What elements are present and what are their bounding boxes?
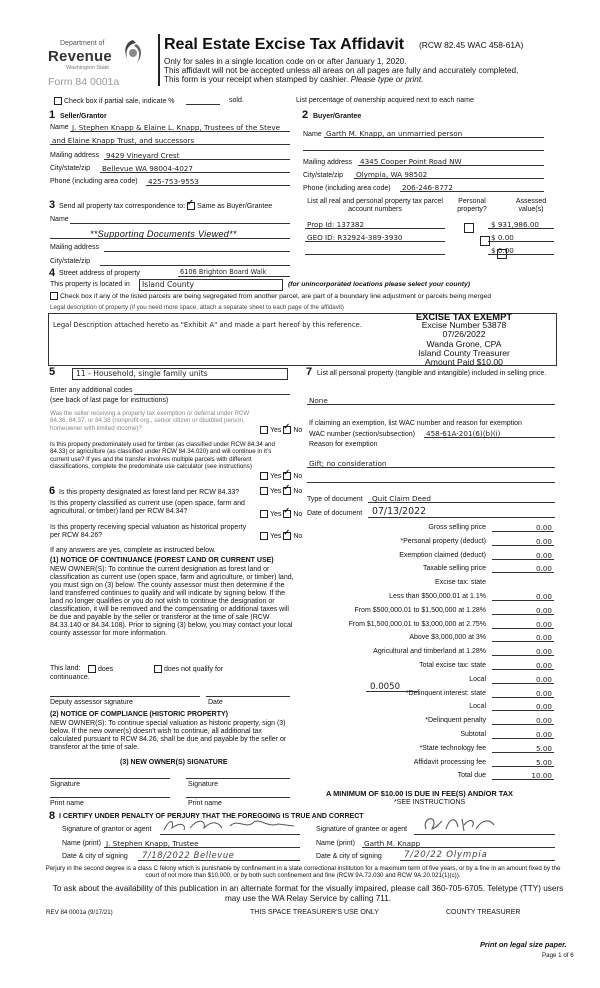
exempt-stamp-line-6: Amount Paid $10.00 (425, 357, 503, 368)
fee-value-line (492, 628, 554, 629)
accessibility-note: To ask about the availability of this publication in an alternate format for the visually impaired, please call 360-705-6705. Teletype (TTY) users may use the WA Relay Service by calling 711. (52, 884, 564, 903)
fee-label: Exemption claimed (deduct) (399, 551, 486, 559)
fee-value[interactable]: 0.00 (535, 688, 552, 698)
fee-value[interactable]: 0.00 (535, 564, 552, 574)
current-use-no-checkbox[interactable] (283, 510, 291, 518)
timber-no-checkbox[interactable] (283, 472, 291, 480)
fee-row (300, 537, 556, 548)
parcel-line-2 (305, 241, 445, 242)
buyer-mailing-label: Mailing address (303, 159, 353, 166)
additional-codes-label: Enter any additional codes (50, 387, 133, 394)
use-code-select[interactable] (72, 368, 288, 380)
this-land-label: This land: (50, 665, 81, 672)
historical-no-checkbox[interactable] (283, 532, 291, 540)
sold-label: sold. (229, 97, 244, 104)
fee-value[interactable]: 5.00 (535, 743, 552, 753)
fee-value-line (492, 683, 554, 684)
minimum-fee-note: A MINIMUM OF $10.00 IS DUE IN FEE(S) AND/OR TAX (326, 789, 513, 798)
segregated-label: Check box if any of the listed parcels are being segregated from another parcel, are part of a boundary line adjustment or parcels being merged (60, 292, 492, 300)
street-line (178, 276, 290, 277)
exemption-yes-checkbox[interactable] (260, 426, 268, 434)
perjury-statement (40, 865, 566, 880)
fee-row (300, 620, 556, 631)
wac-value[interactable]: 458-61A-201(6)(b)(i) (426, 429, 501, 438)
forest-question: Is this property designated as forest land per RCW 84.33? (59, 489, 240, 496)
buyer-city-value[interactable]: Olympia, WA 98502 (356, 170, 428, 179)
buyer-name-value[interactable]: Garth M. Knapp, an unmarried person (326, 129, 463, 138)
personal-header: Personal property? (457, 198, 487, 213)
fee-value[interactable]: 0.00 (535, 716, 552, 726)
parcel-id-1[interactable]: Prop Id: 137382 (307, 220, 365, 229)
fee-value-line (492, 738, 554, 739)
grantee-date-line (400, 860, 555, 861)
land-does-checkbox[interactable] (88, 665, 96, 673)
wac-label: WAC number (section/subsection) (309, 431, 415, 438)
timber-yes-no (260, 472, 302, 481)
fee-value[interactable]: 0.00 (535, 647, 552, 657)
located-label: This property is located in (50, 281, 130, 288)
s3-name-line-2 (50, 238, 290, 239)
seller-phone-line (146, 185, 290, 186)
land-does-label: does (98, 665, 114, 673)
fee-value[interactable]: 0.00 (535, 592, 552, 601)
new-owner-sig-line-1[interactable] (50, 778, 170, 779)
dor-logo (40, 32, 160, 92)
reason-line-2 (307, 482, 555, 483)
tax-correspondence-label: Send all property tax correspondence to: (59, 202, 186, 210)
rev-number: REV 84 0001a (9/17/21) (46, 909, 113, 916)
exemption-yes-no (260, 426, 302, 435)
grantee-name-value[interactable]: Garth M. Knapp (364, 839, 421, 848)
fee-value[interactable]: 0.00 (535, 633, 552, 643)
deputy-date-label: Date (208, 699, 223, 706)
forest-yes-checkbox[interactable] (260, 487, 268, 495)
grantor-date-value[interactable]: 7/18/2022 Bellevue (142, 850, 235, 860)
s3-mailing-line (104, 251, 290, 252)
grantee-date-value[interactable]: 7/20/22 Olympia (404, 850, 488, 860)
assessed-value-2[interactable]: $ 0.00 (491, 233, 514, 242)
street-value[interactable]: 6106 Brighton Board Walk (180, 268, 267, 276)
grantee-name-line (362, 847, 555, 848)
timber-yes-label: Yes (270, 472, 282, 480)
legal-description-box[interactable] (48, 313, 557, 366)
fee-value-line (492, 559, 554, 560)
assessed-value-3[interactable]: $ 0.00 (491, 246, 514, 255)
fee-row (300, 702, 556, 713)
notice-2-title: (2) NOTICE OF COMPLIANCE (HISTORIC PROPERTY) (50, 711, 228, 718)
doc-type-label: Type of document (307, 496, 363, 503)
local-rate-line (366, 691, 418, 692)
land-does-not-checkbox[interactable] (154, 665, 162, 673)
buyer-name-line (324, 137, 544, 138)
historical-yes-label: Yes (270, 532, 282, 540)
unincorporated-note: (for unincorporated locations please select your county) (288, 281, 471, 288)
fee-label: *State technology fee (419, 744, 486, 752)
forest-no-checkbox[interactable] (283, 487, 291, 495)
supporting-docs-stamp: **Supporting Documents Viewed** (90, 229, 237, 239)
buyer-name-label: Name (303, 131, 322, 138)
fee-value-line (492, 752, 554, 753)
buyer-phone-label: Phone (including area code) (303, 185, 391, 192)
forest-yes-no (260, 487, 302, 496)
section-8-number: 8 (49, 810, 56, 822)
fee-value-line (492, 766, 554, 767)
fee-value[interactable]: 0.00 (535, 702, 552, 712)
fee-label: Local (469, 675, 486, 683)
section-2-number: 2 (302, 109, 309, 121)
exempt-stamp-line-2: Excise Number 53878 (421, 320, 507, 331)
additional-codes-line[interactable] (134, 394, 290, 395)
treasurer-only-label: THIS SPACE TREASURER'S USE ONLY (250, 909, 379, 916)
fee-row (300, 758, 556, 769)
current-use-yes-no (260, 510, 302, 519)
personal-property-label: List all personal property (tangible and intangible) included in selling price. (317, 370, 547, 377)
doc-type-line (368, 502, 555, 503)
buyer-heading: Buyer/Grantee (313, 113, 362, 120)
deputy-label: Deputy assessor signature (50, 699, 133, 706)
seller-mailing-label: Mailing address (50, 152, 100, 159)
seller-city-line (100, 172, 290, 173)
county-treasurer-label: COUNTY TREASURER (446, 909, 521, 916)
section-4-number: 4 (49, 267, 56, 279)
fee-value[interactable]: 0.00 (535, 619, 552, 629)
current-use-yes-checkbox[interactable] (260, 510, 268, 518)
fee-value-line (492, 572, 554, 573)
buyer-phone-line (400, 191, 544, 192)
reason-line (307, 467, 555, 468)
grantor-signature[interactable] (160, 816, 300, 834)
grantee-name-label: Name (print) (316, 840, 355, 847)
current-use-no-label: No (293, 510, 303, 518)
grantor-name-value[interactable]: J. Stephen Knapp, Trustee (106, 839, 199, 848)
page-title: Real Estate Excise Tax Affidavit (164, 36, 405, 53)
timber-no-label: No (293, 472, 303, 480)
grantor-name-label: Name (print) (62, 840, 101, 847)
exempt-stamp-line-4: Wanda Grone, CPA (426, 338, 502, 349)
county-value: Island County (142, 280, 195, 289)
fee-row (300, 771, 556, 782)
assessed-line-1 (488, 228, 554, 229)
fee-row (300, 716, 556, 727)
fee-row (300, 523, 556, 534)
s3-name-label: Name (50, 216, 69, 223)
local-rate-value[interactable]: 0.0050 (370, 682, 401, 692)
fee-row (300, 730, 556, 741)
page-number: Page 1 of 6 (542, 952, 574, 959)
exemption-question: Was the seller receiving a property tax exemption or deferral under RCW 84.36, 84.37, or 84.38 (nonprofit org., senior citizen or disabled person, homeowner with limited income)? (50, 410, 250, 432)
use-code-value: 11 - Household, single family units (76, 369, 208, 378)
doc-type-value[interactable]: Quit Claim Deed (372, 494, 431, 503)
legal-label: Legal description of property (if you need more space, attach a separate sheet to each page of the affidavit) (50, 304, 344, 311)
ownership-note: List percentage of ownership acquired next to each name (296, 97, 474, 104)
legal-size-note: Print on legal size paper. (480, 940, 567, 949)
signature-label-1: Signature (50, 781, 80, 788)
county-select[interactable] (139, 279, 283, 291)
header-line-3-text: This form is your receipt when stamped by cashier. (164, 75, 351, 84)
fee-value[interactable]: 0.00 (535, 605, 552, 615)
reason-label: Reason for exemption (309, 441, 378, 448)
new-owner-sig-line-2[interactable] (186, 778, 290, 779)
personal-property-line (307, 404, 555, 405)
perjury-text: Perjury in the second degree is a class C felony which is punishable by confinement in a state correctional institution for a maximum term of five years, or by a fine in an amount fixed by the court of not more than $10,000, or by both such confinement and fine (RCW 9A.72.030 and RCW 9A.20.021(1)(c)). (45, 865, 561, 880)
doc-date-value[interactable]: 07/13/2022 (372, 506, 427, 517)
fee-label: Local (469, 703, 486, 711)
new-owner-print-line-1[interactable] (50, 797, 170, 798)
segregated-row (50, 292, 491, 301)
header-line-1: Only for sales in a single location code on or after January 1, 2020. (164, 57, 407, 66)
fee-value-line (492, 724, 554, 725)
partial-sale-label: Check box if partial sale, indicate % (64, 97, 175, 105)
fee-label: Taxable selling price (422, 565, 486, 573)
dept-label: Department of (60, 40, 105, 47)
partial-percent-line[interactable] (186, 104, 220, 105)
parcel-line-1 (305, 228, 445, 229)
fee-label: From $1,500,000.01 to $3,000,000 at 2.75% (348, 620, 486, 628)
grantor-date-line (138, 860, 300, 861)
s3-city-label: City/state/zip (50, 258, 91, 265)
doc-date-line (368, 517, 555, 518)
seller-phone-label: Phone (including area code) (50, 178, 138, 185)
fee-row (300, 633, 556, 644)
grantor-date-label: Date & city of signing (62, 853, 128, 860)
fee-value-line (492, 669, 554, 670)
segregated-checkbox[interactable] (50, 292, 58, 300)
fee-value-line (492, 779, 554, 780)
s3-name-line (70, 223, 290, 224)
parcel-id-2[interactable]: GEO ID: R32924-389-3930 (307, 233, 403, 242)
exemption-no-label: No (293, 426, 303, 434)
doc-date-label: Date of document (307, 510, 363, 517)
assessed-line-2 (488, 241, 554, 242)
same-as-buyer-checkbox[interactable] (187, 202, 195, 210)
fee-value[interactable]: 0.00 (535, 730, 552, 739)
fee-label: From $500,000.01 to $1,500,000 at 1.28% (354, 606, 486, 614)
fee-label: Affidavit processing fee (413, 758, 486, 766)
fee-row (300, 592, 556, 603)
fee-label: Gross selling price (428, 524, 486, 531)
fee-value-line (492, 655, 554, 656)
section-3-number: 3 (49, 199, 56, 211)
fee-row (300, 675, 556, 686)
land-does-row (88, 665, 113, 674)
fee-value-line (492, 600, 554, 601)
partial-sale-row (54, 97, 175, 106)
wac-intro: If claiming an exemption, list WAC number and reason for exemption (309, 420, 522, 427)
seller-phone-value[interactable]: 425-753-9553 (148, 177, 199, 186)
buyer-mailing-value[interactable]: 4345 Cooper Point Road NW (360, 157, 462, 166)
fee-label: Subtotal (460, 731, 486, 738)
fee-label: Total excise tax: state (419, 662, 486, 669)
fee-value[interactable]: 0.00 (535, 674, 552, 684)
seller-city-value[interactable]: Bellevue WA 98004-4027 (102, 164, 193, 173)
revenue-wordmark: Revenue (48, 48, 112, 65)
header-divider (158, 34, 160, 86)
grantee-signature[interactable] (420, 813, 500, 835)
section-7-number: 7 (306, 366, 313, 378)
timber-yes-checkbox[interactable] (260, 472, 268, 480)
buyer-phone-value[interactable]: 206-246-8772 (402, 183, 453, 192)
grantor-name-line (104, 847, 300, 848)
fee-value[interactable]: 0.00 (535, 536, 552, 546)
grantee-sig-label: Signature of grantee or agent (316, 826, 408, 833)
fee-label: Excise tax: state (435, 579, 486, 587)
fee-label: Less than $500,000.01 at 1.1% (389, 593, 486, 600)
fee-value[interactable]: 0.00 (535, 550, 552, 560)
notice-1-title: (1) NOTICE OF CONTINUANCE (FOREST LAND OR CURRENT USE) (50, 557, 274, 564)
fee-row (300, 564, 556, 575)
new-owner-print-line-2[interactable] (186, 797, 290, 798)
timber-question: Is this property predominately used for timber (as classified under RCW 84.34 and 84.33) or agriculture (as classified under RCW 84.34.020) and will continue in it's current use? If yes and the transfer involves multiple parcels with different classifications, complete the predominate use calculator (see instructions) (50, 441, 275, 471)
section-3-row (59, 202, 272, 211)
print-name-label-2: Print name (188, 800, 222, 807)
same-as-buyer-label: Same as Buyer/Grantee (197, 202, 273, 210)
legal-description-value: Legal Description attached hereto as "Exhibit A" and made a part hereof by this reference. (53, 321, 362, 329)
historical-yes-no (260, 532, 302, 541)
seller-mailing-value[interactable]: 9429 Vineyard Crest (106, 151, 180, 160)
forest-no-label: No (293, 487, 303, 495)
fee-row (300, 647, 556, 658)
fee-row (300, 606, 556, 617)
exempt-stamp-line-3: 07/26/2022 (442, 329, 486, 340)
fee-row (300, 661, 556, 672)
seller-name-line-2 (50, 144, 290, 145)
seller-name-label: Name (50, 124, 69, 131)
fee-label: *Delinquent penalty (425, 717, 486, 725)
assessed-line-3 (488, 254, 554, 255)
see-back-note: (see back of last page for instructions) (50, 397, 169, 404)
fee-value-line (492, 697, 554, 698)
fee-label: *Delinquent interest: state (405, 689, 486, 697)
fee-value-line (492, 531, 554, 532)
state-label: Washington State (66, 65, 110, 71)
fee-row (300, 744, 556, 755)
title-rcw: (RCW 82.45 WAC 458-61A) (419, 40, 524, 50)
seller-name-value-1[interactable]: J. Stephen Knapp & Elaine L. Knapp, Trustees of the Steve (72, 123, 281, 132)
historical-question: Is this property receiving special valuation as historical property per RCW 84.26? (50, 524, 247, 539)
grantor-sig-line (160, 834, 300, 835)
wac-line (424, 437, 555, 438)
fee-value[interactable]: 10.00 (531, 771, 552, 781)
partial-sale-checkbox[interactable] (54, 97, 62, 105)
form-number: Form 84 0001a (48, 76, 120, 88)
notice-3-title: (3) NEW OWNER(S) SIGNATURE (120, 759, 228, 766)
fee-label: *Personal property (deduct) (400, 537, 486, 545)
buyer-name-line-2 (303, 150, 544, 151)
fee-value[interactable]: 0.00 (535, 523, 552, 532)
header-line-2: This affidavit will not be accepted unless all areas on all pages are fully and accurately completed. (164, 66, 519, 75)
current-use-question: Is this property classified as current use (open space, farm and agricultural, or timber) land per RCW 84.34? (50, 500, 245, 515)
section-1-number: 1 (49, 109, 56, 121)
exempt-stamp-line-5: Island County Treasurer (418, 347, 510, 358)
personal-property-value[interactable]: None (309, 396, 328, 405)
fee-value-line (492, 614, 554, 615)
exempt-stamp (379, 312, 549, 367)
fee-label: Above $3,000,000 at 3% (409, 634, 486, 642)
buyer-mailing-line (358, 165, 544, 166)
section-5-number: 5 (49, 366, 56, 378)
deputy-signature-line[interactable] (50, 696, 200, 697)
fee-value[interactable]: 0.00 (535, 661, 552, 670)
parcel-header: List all real and personal property tax parcel account numbers (307, 198, 443, 213)
land-does-not-row (154, 665, 223, 674)
grantor-sig-label: Signature of grantor or agent (62, 826, 152, 833)
assessed-header: Assessed value(s) (515, 198, 547, 213)
exemption-no-checkbox[interactable] (283, 426, 291, 434)
exemption-yes-label: Yes (270, 426, 282, 434)
fee-value-line (492, 545, 554, 546)
street-label: Street address of property (59, 270, 140, 277)
deputy-date-line[interactable] (206, 696, 290, 697)
seller-name-value-2[interactable]: and Elaine Knapp Trust, and successors (52, 136, 195, 145)
exempt-stamp-line-1: EXCISE TAX EXEMPT (415, 311, 513, 322)
grantee-sig-line (414, 834, 555, 835)
notice-2-body: NEW OWNER(S): To continue special valuation as historic property, sign (3) below. If the new owner(s) doesn't wish to continue, all additional tax calculated pursuant to RCW 84.26, shall be due and payable by the seller or transferor at the time of sale. (50, 720, 287, 751)
assessed-value-1[interactable]: $ 931,986.00 (491, 220, 540, 229)
fee-value-line (492, 710, 554, 711)
parcel-line-3 (305, 254, 445, 255)
reason-value[interactable]: Gift; no consideration (309, 459, 387, 468)
personal-checkbox-1[interactable] (464, 223, 474, 233)
s3-city-line (100, 265, 290, 266)
header-line-3 (164, 75, 423, 84)
header-line-3-italic: Please type or print. (350, 75, 424, 84)
notice-1-body: NEW OWNER(S): To continue the current designation as forest land or classification as current use (open space, farm and agriculture, or timber) land, you must sign on (3) below. The county assessor must then determine if the land transferred continues to qualify and will indicate by signing below. If the land no longer qualifies or you do not wish to continue the designation or classification, it will be removed and the compensating or additional taxes will be due and payable by the seller or transferor at the time of sale (RCW 84.33.140 or 84.34.108). Prior to signing (3) below, you may contact your local county assessor for more information. (50, 566, 294, 637)
forest-yes-label: Yes (270, 487, 282, 495)
current-use-yes-label: Yes (270, 510, 282, 518)
land-does-not-label: does not qualify for (164, 665, 224, 673)
dor-emblem-icon (120, 38, 146, 66)
fee-row (300, 578, 556, 589)
if-yes-note: If any answers are yes, complete as instructed below. (50, 547, 216, 554)
seller-name-line-1 (70, 131, 290, 132)
signature-label-2: Signature (188, 781, 218, 788)
seller-heading: Seller/Grantor (60, 113, 107, 120)
fee-row (300, 551, 556, 562)
buyer-city-line (354, 178, 544, 179)
buyer-city-label: City/state/zip (303, 172, 344, 179)
fee-value[interactable]: 5.00 (535, 757, 552, 767)
fee-row (300, 689, 556, 700)
seller-city-label: City/state/zip (50, 165, 91, 172)
historical-no-label: No (293, 532, 303, 540)
grantee-date-label: Date & city of signing (316, 853, 382, 860)
section-6-number: 6 (49, 485, 56, 497)
print-name-label-1: Print name (50, 800, 84, 807)
seller-mailing-line (104, 159, 290, 160)
fee-label: Agricultural and timberland at 1.28% (373, 648, 486, 656)
continuance-label: continuance. (50, 674, 90, 681)
s3-mailing-label: Mailing address (50, 244, 100, 251)
certify-statement: I CERTIFY UNDER PENALTY OF PERJURY THAT THE FOREGOING IS TRUE AND CORRECT (59, 813, 364, 820)
fee-value-line (492, 641, 554, 642)
fee-label: Total due (457, 772, 486, 780)
historical-yes-checkbox[interactable] (260, 532, 268, 540)
see-instructions: *SEE INSTRUCTIONS (394, 799, 466, 806)
